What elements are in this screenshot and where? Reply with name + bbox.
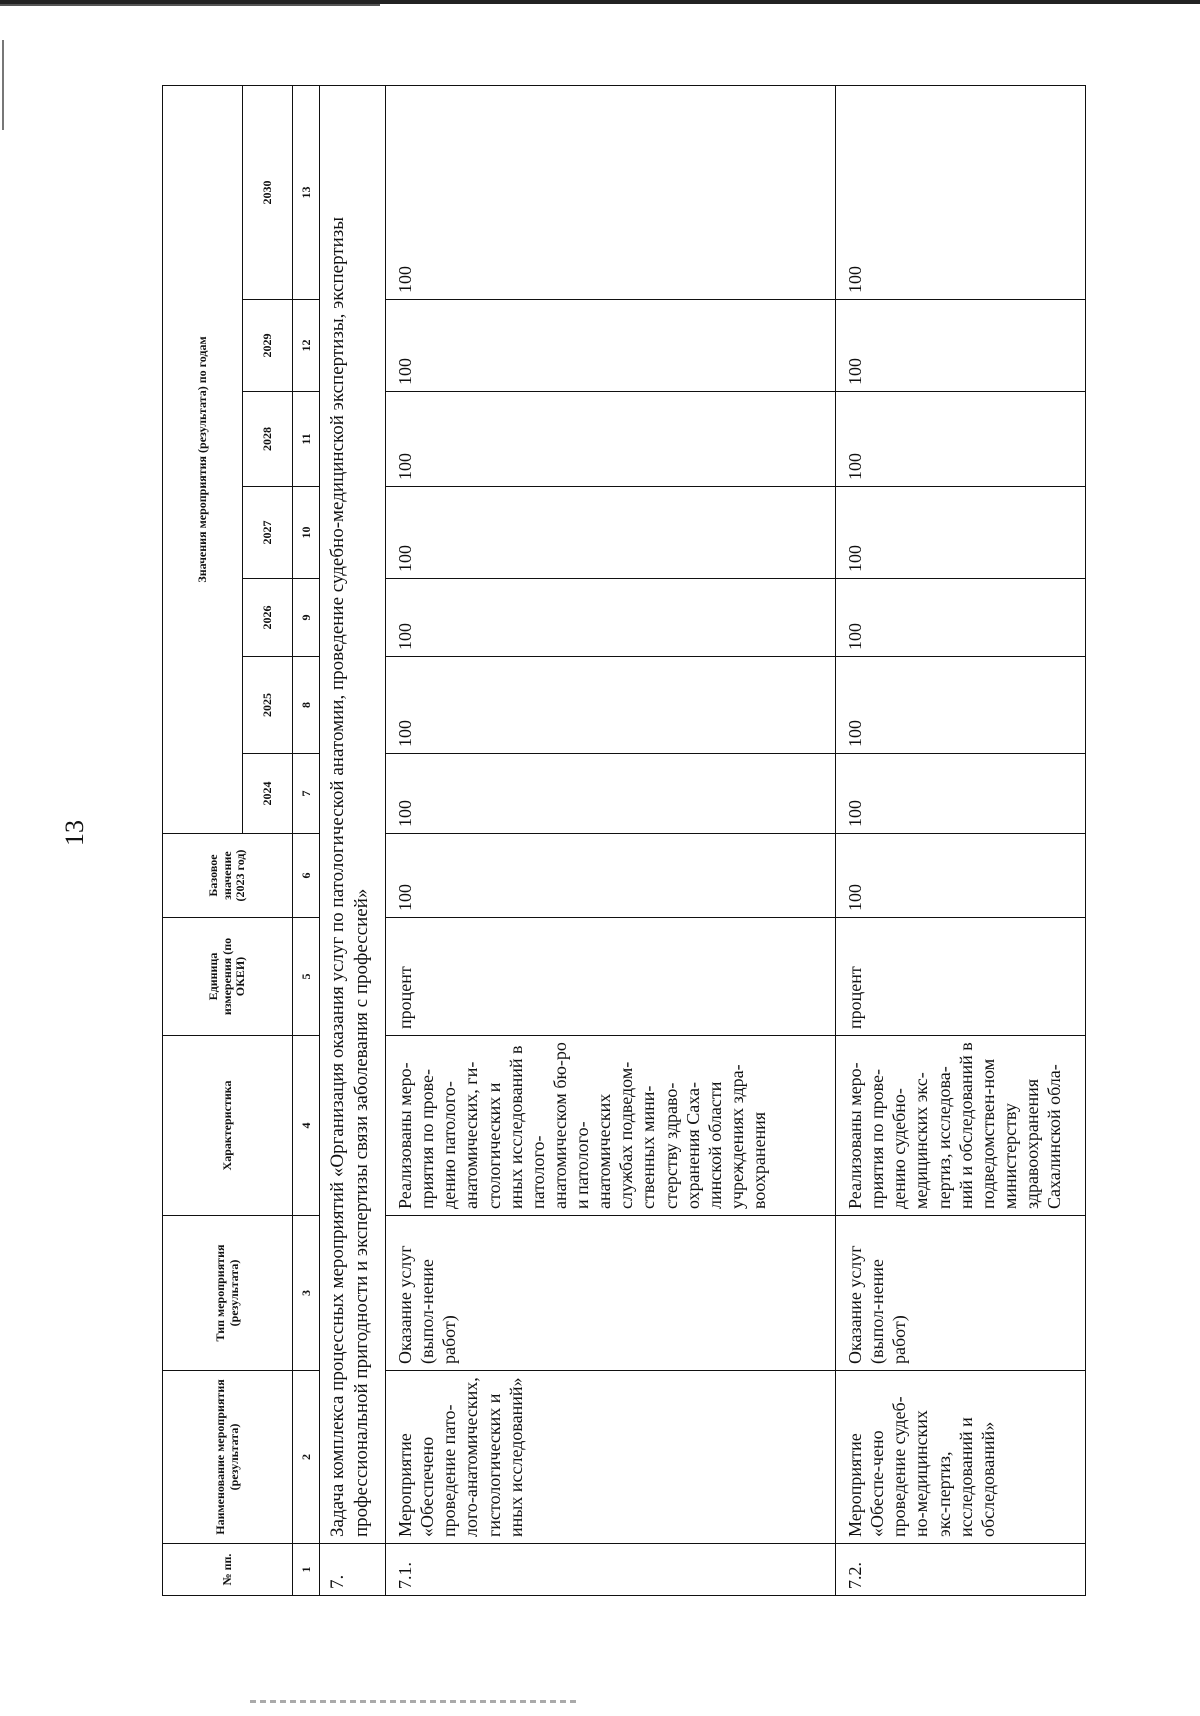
header-number: № пп. [163,1544,293,1596]
header-year: 2025 [243,657,293,754]
row-unit: процент [386,918,836,1036]
row-unit: процент [836,918,1086,1036]
header-year: 2028 [243,392,293,487]
row-name: Мероприятие «Обеспечено проведение пато-лого-анатомических, гистологических и иных исследований» [386,1371,836,1544]
column-number: 11 [293,392,320,487]
row-type: Оказание услуг (выпол-нение работ) [836,1216,1086,1371]
header-year: 2024 [243,754,293,834]
header-values-by-year: Значения мероприятия (результата) по годам [163,85,243,833]
row-year-value: 100 [836,579,1086,657]
bottom-edge-mark [250,1700,580,1703]
column-number: 9 [293,579,320,657]
page-number: 13 [60,820,89,846]
top-edge-line-secondary [0,4,380,6]
measures-table [162,85,1086,1596]
section-number: 7. [320,1544,386,1596]
column-number-row [293,85,320,1595]
row-name: Мероприятие «Обеспе-чено проведение судеб-но-медицинских экс-пертиз, исследований и обследований» [836,1371,1086,1544]
header-characteristic: Характеристика [163,1036,293,1216]
header-base-value: Базовое значение (2023 год) [163,834,293,918]
header-name: Наименование мероприятия (результата) [163,1371,293,1544]
left-edge-mark [2,40,4,130]
header-year: 2027 [243,487,293,579]
column-number: 6 [293,834,320,918]
header-year: 2029 [243,300,293,392]
header-year: 2026 [243,579,293,657]
column-number: 12 [293,300,320,392]
row-year-value: 100 [386,85,836,299]
column-number: 3 [293,1216,320,1371]
table-row [836,85,1086,1595]
column-number: 10 [293,487,320,579]
row-base-value: 100 [836,834,1086,918]
header-year: 2030 [243,85,293,299]
column-number: 13 [293,85,320,299]
column-number: 8 [293,657,320,754]
header-type: Тип мероприятия (результата) [163,1216,293,1371]
row-year-value: 100 [836,85,1086,299]
row-year-value: 100 [386,300,836,392]
row-year-value: 100 [836,754,1086,834]
row-characteristic: Реализованы меро-приятия по прове-дению судебно-медицинских экс-пертиз, исследова-ний и обследований в подведомствен-ном министерству здравоохранения Сахалинской обла- [836,1036,1086,1216]
section-row [320,85,386,1595]
column-number: 1 [293,1544,320,1596]
column-number: 4 [293,1036,320,1216]
row-year-value: 100 [836,300,1086,392]
row-characteristic: Реализованы меро-приятия по прове-дению патолого-анатомических, ги-стологических и иных исследований в патолого-анатомическом бю-ро и патолого-анатомических службах подведом-ственных мини-стерству здраво-охранения Саха-линской области учреждениях здра-воохранения [386,1036,836,1216]
section-text: Задача комплекса процессных мероприятий «Организация оказания услуг по патологической анатомии, проведение судебно-медицинской экспертизы, экспертизы профессиональной пригодности и экспертизы связи заболевания с профессией» [320,85,386,1543]
row-year-value: 100 [386,754,836,834]
column-number: 2 [293,1371,320,1544]
row-year-value: 100 [386,487,836,579]
row-year-value: 100 [836,392,1086,487]
row-year-value: 100 [386,392,836,487]
row-number: 7.2. [836,1544,1086,1596]
column-number: 5 [293,918,320,1036]
row-number: 7.1. [386,1544,836,1596]
rotated-table-container [162,86,1086,1596]
header-unit: Единица измерения (по ОКЕИ) [163,918,293,1036]
row-year-value: 100 [836,657,1086,754]
row-year-value: 100 [386,657,836,754]
column-number: 7 [293,754,320,834]
row-year-value: 100 [836,487,1086,579]
table-row [386,85,836,1595]
row-type: Оказание услуг (выпол-нение работ) [386,1216,836,1371]
header-row-top [163,85,243,1595]
row-base-value: 100 [386,834,836,918]
row-year-value: 100 [386,579,836,657]
